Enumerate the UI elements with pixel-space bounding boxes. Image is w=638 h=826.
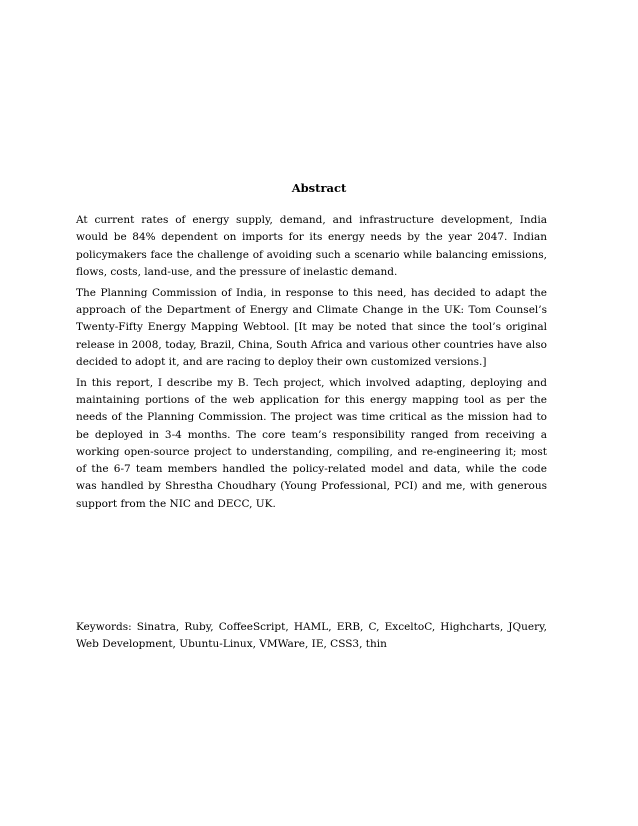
- abstract-paragraph-1: At current rates of energy supply, demand, and infrastructure development, India would be 84% dependent on imports for its energy needs by the year 2047. Indian policymakers face the challenge of avoiding such a scenario while balancing emissions, flows, costs, land-use, and the pressure of inelastic demand.: [76, 214, 547, 278]
- abstract-paragraph-3: In this report, I describe my B. Tech project, which involved adapting, deploying and maintaining portions of the web application for this energy mapping tool as per the needs of the Planning Commission. The project was time critical as the mission had to be deployed in 3-4 months. The core team’s responsibility ranged from receiving a working open-source project to understanding, compiling, and re-engineering it; most of the 6-7 team members handled the policy-related model and data, while the code was handled by Shrestha Choudhary (Young Professional, PCI) and me, with generous support from the NIC and DECC, UK.: [76, 376, 547, 510]
- keywords-line: Keywords: Sinatra, Ruby, CoffeeScript, HAML, ERB, C, ExceltoC, Highcharts, JQuery, Web Development, Ubuntu-Linux, VMWare, IE, CSS3, thin: [76, 621, 547, 651]
- abstract-paragraph-2: The Planning Commission of India, in response to this need, has decided to adapt the approach of the Department of Energy and Climate Change in the UK: Tom Counsel’s Twenty-Fifty Energy Mapping Webtool. [It may be noted that since the tool’s original release in 2008, today, Brazil, China, South Africa and various other countries have also decided to adopt it, and are racing to deploy their own customized versions.]: [76, 286, 547, 368]
- abstract-heading: Abstract: [291, 181, 347, 195]
- abstract-body: [76, 212, 547, 517]
